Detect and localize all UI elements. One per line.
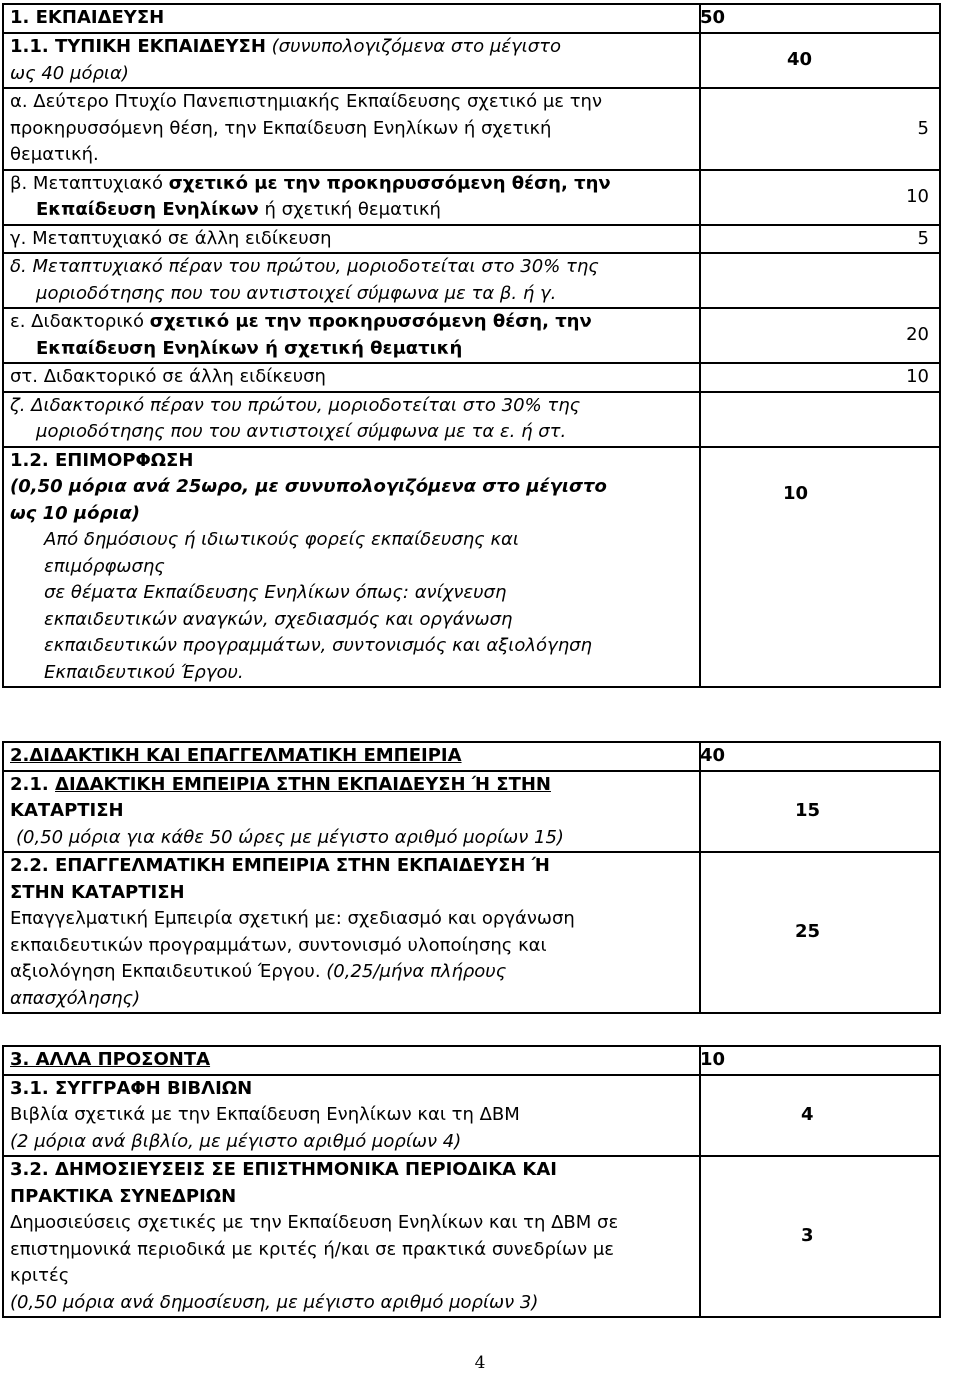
item-b-prefix: β. Μεταπτυχιακό	[10, 172, 163, 194]
s21-points: 15	[795, 800, 821, 821]
item-b-bold1: σχετικό με την προκηρυσσόμενη θέση, την	[168, 172, 611, 194]
item-d-points-cell	[700, 253, 940, 308]
item-z-points-cell	[700, 392, 940, 447]
item-st-cell	[3, 363, 700, 392]
item-c-points: 5	[917, 227, 929, 249]
section3-title-cell	[3, 1046, 726, 1075]
item-d-line1: δ. Μεταπτυχιακό πέραν του πρώτου, μοριοδοτείται στο 30% της	[10, 256, 599, 277]
s31-title: 3.1. ΣΥΓΓΡΑΦΗ ΒΙΒΛΙΩΝ	[10, 1077, 253, 1099]
s32-line1: Δημοσιεύσεις σχετικές με την Εκπαίδευση Ενηλίκων και τη ΔΒΜ σε	[10, 1212, 619, 1233]
item-b-points-cell	[700, 170, 940, 225]
s22-line3-plain: αξιολόγηση Εκπαιδευτικού Έργου.	[10, 961, 321, 982]
s32-row	[3, 1156, 940, 1317]
section3-header-row	[3, 1046, 940, 1075]
s12-line2: επιμόρφωσης	[44, 555, 165, 577]
item-e-prefix: ε. Διδακτορικό	[10, 311, 145, 332]
s32-title2: ΠΡΑΚΤΙΚΑ ΣΥΝΕΔΡΙΩΝ	[10, 1185, 237, 1207]
s21-num: 2.1.	[10, 773, 49, 795]
s12-cell	[3, 447, 700, 688]
s32-points-cell	[700, 1156, 940, 1317]
experience-table	[2, 741, 941, 1014]
item-e-points: 20	[906, 324, 929, 346]
item-b-bold2: Εκπαίδευση Ενηλίκων	[36, 199, 259, 220]
s22-line2: εκπαιδευτικών προγραμμάτων, συντονισμό υλοποίησης και	[10, 934, 547, 956]
s12-row	[3, 447, 940, 688]
s21-note: (0,50 μόρια για κάθε 50 ώρες με μέγιστο αριθμό μορίων 15)	[16, 826, 564, 848]
item-a-points-cell	[700, 88, 940, 170]
s22-points: 25	[795, 921, 821, 943]
s32-points: 3	[801, 1225, 814, 1247]
s21-cell	[3, 771, 700, 853]
s21-row	[3, 771, 940, 853]
section2-header-empty	[700, 742, 940, 771]
page-number: 4	[474, 1353, 486, 1373]
s11-points-cell	[700, 33, 940, 88]
s12-line4: εκπαιδευτικών αναγκών, σχεδιασμός και οργάνωση	[44, 608, 513, 630]
item-e-bold2: Εκπαίδευση Ενηλίκων ή σχετική θεματική	[36, 337, 463, 359]
s12-title: 1.2. ΕΠΙΜΟΡΦΩΣΗ	[10, 449, 194, 471]
section3-total: 10	[700, 1049, 726, 1070]
item-z-line2: μοριοδότησης που του αντιστοιχεί σύμφωνα με τα ε. ή στ.	[36, 421, 567, 442]
s12-line5: εκπαιδευτικών προγραμμάτων, συντονισμός και αξιολόγηση	[44, 635, 592, 656]
s12-points: 10	[783, 482, 809, 504]
item-e-points-cell	[700, 308, 940, 363]
item-st-line: στ. Διδακτορικό σε άλλη ειδίκευση	[10, 366, 326, 387]
s22-cell	[3, 852, 700, 1013]
section1-title-cell	[3, 4, 726, 33]
item-b-row	[3, 170, 940, 225]
s12-sub1: (0,50 μόρια ανά 25ωρο, με συνυπολογιζόμενα στο μέγιστο	[10, 476, 607, 497]
s32-title1: 3.2. ΔΗΜΟΣΙΕΥΣΕΙΣ ΣΕ ΕΠΙΣΤΗΜΟΝΙΚΑ ΠΕΡΙΟΔΙΚΑ ΚΑΙ	[10, 1159, 557, 1180]
item-e-row	[3, 308, 940, 363]
s31-points-cell	[700, 1075, 940, 1157]
s22-title2: ΣΤΗΝ ΚΑΤΑΡΤΙΣΗ	[10, 881, 185, 903]
s11-title-b: (συνυπολογιζόμενα στο μέγιστο	[271, 36, 562, 57]
s31-points: 4	[801, 1104, 814, 1125]
s12-sub2: ως 10 μόρια)	[10, 502, 140, 524]
s12-line6: Εκπαιδευτικού Έργου.	[44, 661, 244, 683]
s31-cell	[3, 1075, 700, 1157]
s11-points: 40	[787, 49, 813, 71]
section2-header-row	[3, 742, 940, 771]
s32-line2: επιστημονικά περιοδικά με κριτές ή/και σε πρακτικά συνεδρίων με	[10, 1238, 615, 1260]
s11-title-a: 1.1. ΤΥΠΙΚΗ ΕΚΠΑΙΔΕΥΣΗ	[10, 36, 266, 57]
section3-header-empty	[700, 1046, 940, 1075]
item-a-line2: προκηρυσσόμενη θέση, την Εκπαίδευση Ενηλίκων ή σχετική	[10, 117, 552, 139]
s32-cell	[3, 1156, 700, 1317]
item-d-cell	[3, 253, 700, 308]
s12-points-cell	[700, 447, 940, 688]
item-b-suffix: ή σχετική θεματική	[264, 199, 441, 220]
s32-line3: κριτές	[10, 1265, 70, 1286]
item-a-line3: θεματική.	[10, 144, 99, 165]
item-st-points: 10	[906, 366, 929, 387]
item-a-cell	[3, 88, 700, 170]
section1-header-empty	[700, 4, 940, 33]
s21-title1: ΔΙΔΑΚΤΙΚΗ ΕΜΠΕΙΡΙΑ ΣΤΗΝ ΕΚΠΑΙΔΕΥΣΗ Ή ΣΤΗΝ	[55, 773, 551, 795]
s22-title1: 2.2. ΕΠΑΓΓΕΛΜΑΤΙΚΗ ΕΜΠΕΙΡΙΑ ΣΤΗΝ ΕΚΠΑΙΔΕΥΣΗ Ή	[10, 855, 550, 876]
s31-row	[3, 1075, 940, 1157]
s21-title2: ΚΑΤΑΡΤΙΣΗ	[10, 800, 124, 821]
section1-header-row	[3, 4, 940, 33]
item-z-row	[3, 392, 940, 447]
item-e-bold1: σχετικό με την προκηρυσσόμενη θέση, την	[149, 311, 592, 332]
item-a-line1: α. Δεύτερο Πτυχίο Πανεπιστημιακής Εκπαίδευσης σχετικό με την	[10, 91, 603, 112]
s11-title-cell	[3, 33, 700, 88]
s21-points-cell	[700, 771, 940, 853]
item-a-row	[3, 88, 940, 170]
section3-title: 3. ΑΛΛΑ ΠΡΟΣΟΝΤΑ	[10, 1049, 211, 1070]
s11-title-row	[3, 33, 940, 88]
item-c-cell	[3, 225, 700, 254]
s22-points-cell	[700, 852, 940, 1013]
item-b-cell	[3, 170, 700, 225]
other-qualifications-table	[2, 1045, 941, 1318]
item-z-line1: ζ. Διδακτορικό πέραν του πρώτου, μοριοδοτείται στο 30% της	[10, 394, 581, 416]
s12-line3: σε θέματα Εκπαίδευσης Ενηλίκων όπως: ανίχνευση	[44, 582, 507, 603]
item-c-points-cell	[700, 225, 940, 254]
s12-line1: Από δημόσιους ή ιδιωτικούς φορείς εκπαίδευσης και	[44, 529, 520, 550]
s11-title-c: ως 40 μόρια)	[10, 62, 129, 84]
item-e-cell	[3, 308, 700, 363]
item-b-points: 10	[906, 185, 929, 207]
s22-line1: Επαγγελματική Εμπειρία σχετική με: σχεδιασμό και οργάνωση	[10, 908, 575, 929]
s31-line1: Βιβλία σχετικά με την Εκπαίδευση Ενηλίκων και τη ΔΒΜ	[10, 1104, 520, 1125]
item-d-row	[3, 253, 940, 308]
item-d-line2: μοριοδότησης που του αντιστοιχεί σύμφωνα με τα β. ή γ.	[36, 282, 557, 304]
item-st-points-cell	[700, 363, 940, 392]
s32-line4: (0,50 μόρια ανά δημοσίευση, με μέγιστο αριθμό μορίων 3)	[10, 1291, 539, 1313]
section2-title: 2.ΔΙΔΑΚΤΙΚΗ ΚΑΙ ΕΠΑΓΓΕΛΜΑΤΙΚΗ ΕΜΠΕΙΡΙΑ	[10, 745, 462, 766]
item-st-row	[3, 363, 940, 392]
education-table	[2, 3, 941, 688]
section2-title-cell	[3, 742, 726, 771]
section2-total: 40	[700, 745, 726, 766]
section1-total: 50	[700, 7, 726, 28]
item-z-cell	[3, 392, 700, 447]
s31-line2: (2 μόρια ανά βιβλίο, με μέγιστο αριθμό μορίων 4)	[10, 1130, 462, 1152]
section1-title: 1. ΕΚΠΑΙΔΕΥΣΗ	[10, 7, 165, 28]
s22-line3-italic: (0,25/μήνα πλήρους	[326, 961, 507, 982]
item-c-row	[3, 225, 940, 254]
item-a-points: 5	[917, 117, 929, 139]
s22-row	[3, 852, 940, 1013]
item-c-line: γ. Μεταπτυχιακό σε άλλη ειδίκευση	[10, 227, 332, 249]
s22-line4: απασχόλησης)	[10, 987, 141, 1009]
